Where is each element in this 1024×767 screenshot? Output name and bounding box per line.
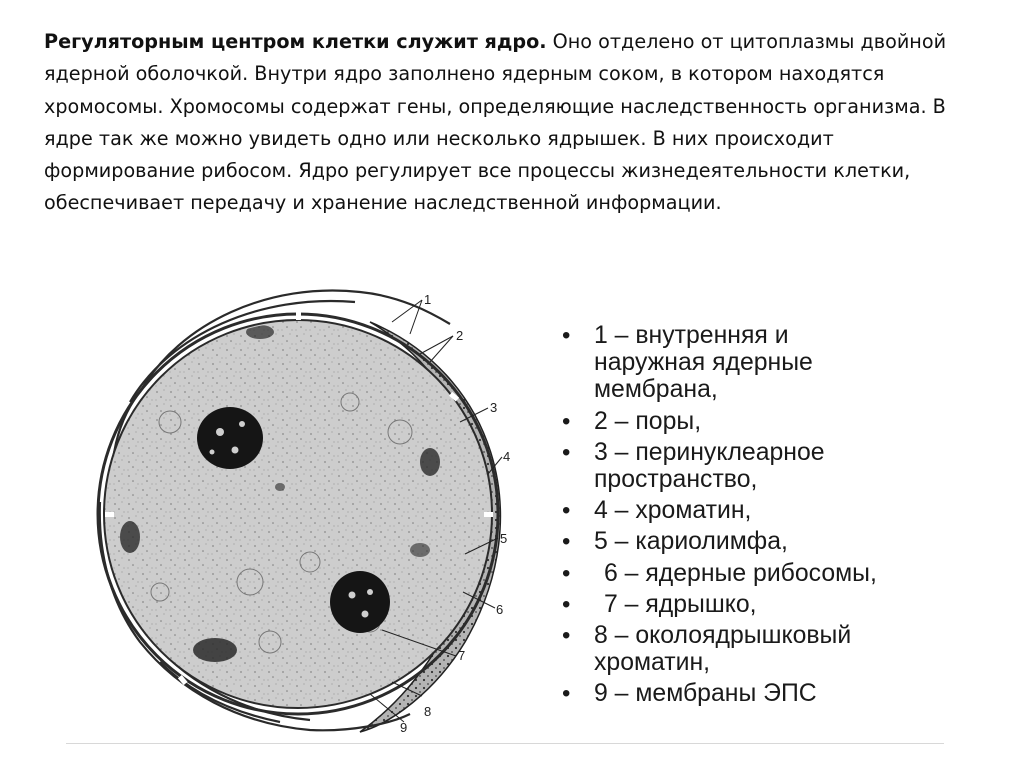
legend-item-2: [560, 408, 877, 435]
figure-label-8: 8: [424, 704, 432, 719]
legend-item-4: [560, 497, 877, 524]
legend-item-8: [560, 622, 877, 676]
legend-item-6: [560, 560, 877, 587]
nucleolus-2: [330, 571, 390, 633]
legend-item-5: [560, 528, 877, 555]
nucleus-diagram: [70, 262, 540, 752]
legend-item-1-text: 1 – внутренняя и наружная ядерные мембрана,: [594, 322, 813, 404]
legend-item-2-text: 2 – поры,: [594, 407, 702, 435]
legend-item-6-text: 6 – ядерные рибосомы,: [604, 559, 877, 587]
legend-item-9: [560, 680, 877, 707]
legend-item-1: [560, 322, 877, 404]
figure-label-4: 4: [503, 449, 511, 464]
intro-text: Оно отделено от цитоплазмы двойной ядерной оболочкой. Внутри ядро заполнено ядерным соком, в котором находятся хромосомы. Хромосомы содержат гены, определяющие наследственность организма. В ядре так же можно увидеть одно или несколько ядрышек. В них происходит формирование рибосом. Ядро регулирует все процессы жизнедеятельности клетки, обеспечивает передачу и хранение наследственной информации.: [44, 30, 947, 215]
figure-label-7: 7: [458, 648, 466, 663]
figure-label-1: 1: [424, 292, 432, 307]
intro-paragraph: [44, 26, 984, 220]
legend-item-7: [560, 591, 877, 618]
legend-item-4-text: 4 – хроматин,: [594, 497, 752, 525]
inner-nuclear-membrane: [104, 320, 492, 708]
legend-item-3-text: 3 – перинуклеарное пространство,: [594, 438, 825, 494]
legend-item-9-text: 9 – мембраны ЭПС: [594, 680, 817, 708]
legend-item-3: [560, 439, 877, 493]
figure-label-5: 5: [500, 531, 508, 546]
figure-label-3: 3: [490, 400, 498, 415]
legend-item-7-text: 7 – ядрышко,: [604, 590, 757, 618]
intro-bold-sentence: Регуляторным центром клетки служит ядро.: [44, 30, 547, 53]
legend-item-5-text: 5 – кариолимфа,: [594, 528, 788, 556]
figure-label-2: 2: [456, 328, 464, 343]
legend-item-8-text: 8 – околоядрышковый хроматин,: [594, 622, 852, 677]
legend-list: [560, 322, 877, 712]
figure-label-6: 6: [496, 602, 504, 617]
nucleolus-1: [197, 407, 263, 469]
figure-label-9: 9: [400, 720, 408, 735]
footer-divider: [66, 743, 944, 744]
